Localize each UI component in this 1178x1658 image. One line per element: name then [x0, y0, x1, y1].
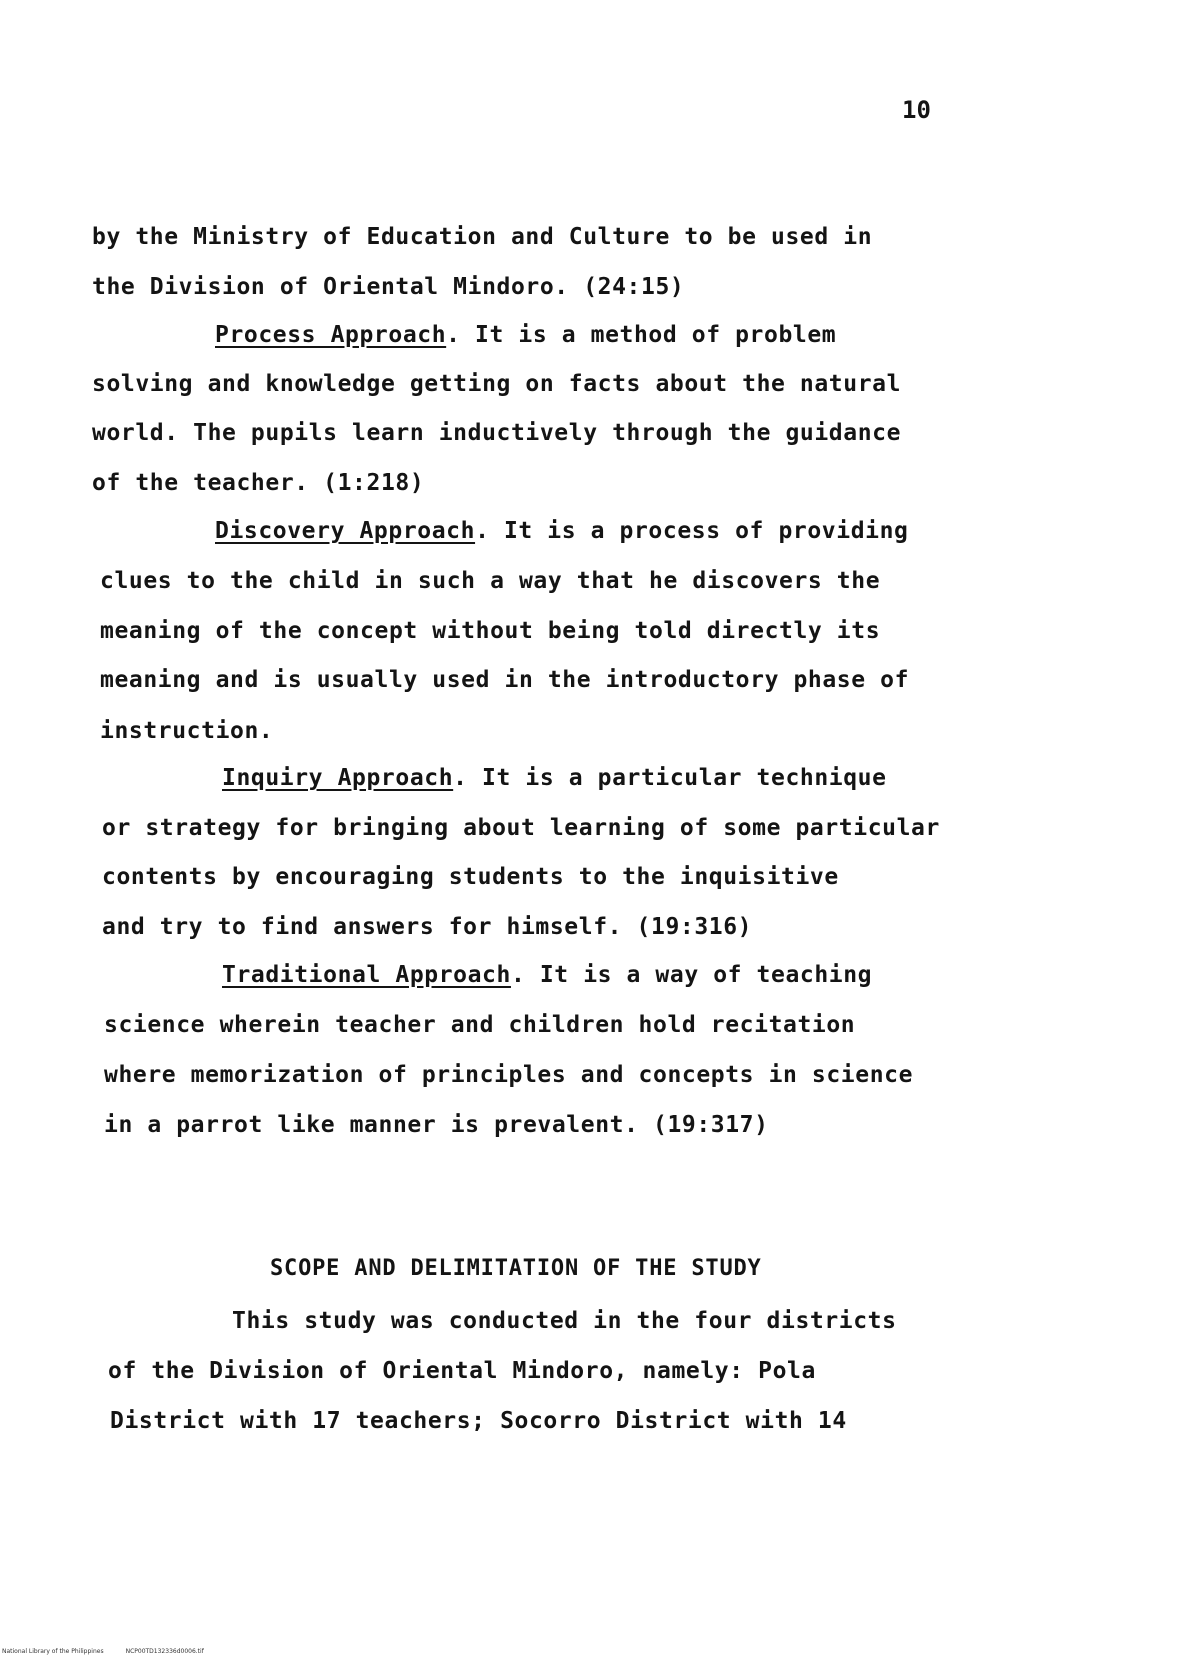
- definition-text: . It is a way of teaching: [510, 962, 873, 988]
- text-line: of the Division of Oriental Mindoro, namely: Pola: [108, 1358, 816, 1384]
- text-line: in a parrot like manner is prevalent. (19:317): [104, 1112, 769, 1138]
- text-line: clues to the child in such a way that he discovers the: [100, 568, 881, 594]
- text-line: meaning and is usually used in the introductory phase of: [100, 667, 910, 693]
- text-line: contents by encouraging students to the inquisitive: [102, 864, 839, 890]
- section-heading: SCOPE AND DELIMITATION OF THE STUDY: [270, 1256, 762, 1281]
- definition-inquiry-approach: [222, 763, 887, 793]
- term-traditional-approach: Traditional Approach: [222, 962, 511, 988]
- text-line: the Division of Oriental Mindoro. (24:15): [92, 274, 685, 300]
- text-line: District with 17 teachers; Socorro District with 14: [110, 1408, 847, 1434]
- scan-footer: [2, 1648, 226, 1655]
- text-line: or strategy for bringing about learning of some particular: [102, 815, 940, 841]
- page-number: 10: [902, 96, 931, 124]
- definition-process-approach: [215, 320, 836, 350]
- text-line: of the teacher. (1:218): [92, 470, 425, 496]
- footer-file-id: NCP00TD132336d0006.tif: [125, 1648, 204, 1655]
- text-line: world. The pupils learn inductively through the guidance: [92, 420, 902, 446]
- footer-library: National Library of the Philippines: [2, 1648, 104, 1655]
- text-line: solving and knowledge getting on facts about the natural: [92, 371, 902, 397]
- term-discovery-approach: Discovery Approach: [215, 518, 476, 544]
- text-line: by the Ministry of Education and Culture to be used in: [92, 224, 873, 250]
- definition-text: . It is a particular technique: [453, 765, 887, 791]
- text-line: and try to find answers for himself. (19:316): [102, 914, 753, 940]
- definition-text: . It is a process of providing: [475, 518, 909, 544]
- definition-discovery-approach: [215, 516, 908, 546]
- text-line: This study was conducted in the four districts: [232, 1308, 897, 1334]
- term-inquiry-approach: Inquiry Approach: [222, 765, 454, 791]
- text-line: meaning of the concept without being told directly its: [100, 618, 881, 644]
- definition-text: . It is a method of problem: [446, 322, 837, 348]
- definition-traditional-approach: [222, 960, 872, 990]
- term-process-approach: Process Approach: [215, 322, 447, 348]
- text-line: where memorization of principles and concepts in science: [104, 1062, 914, 1088]
- text-line: instruction.: [100, 718, 274, 744]
- text-line: science wherein teacher and children hold recitation: [104, 1012, 856, 1038]
